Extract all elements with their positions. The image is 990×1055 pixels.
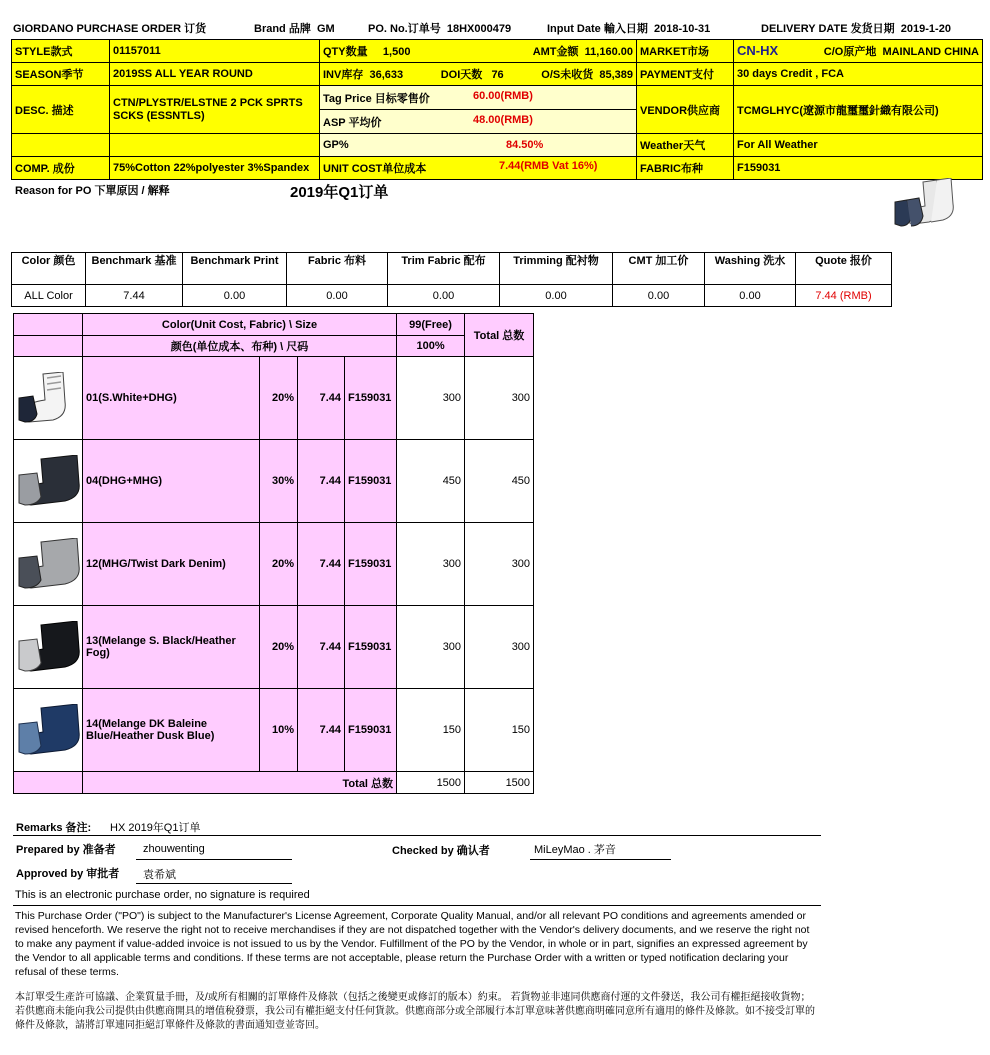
unit-cost-cell: [320, 157, 637, 180]
bench-cell: 7.44: [86, 285, 183, 307]
remarks-label: Remarks 备注:: [16, 822, 92, 834]
gp-value: 84.50%: [506, 139, 544, 151]
os-label: O/S未收货: [541, 69, 594, 81]
unit-cost-value: 7.44(RMB Vat 16%): [499, 160, 598, 172]
order-info-table: [11, 39, 983, 180]
color-cost: 7.44: [298, 440, 345, 523]
color-thumb: [14, 440, 83, 523]
vendor-label: VENDOR供应商: [637, 86, 734, 134]
benchmark-table: [11, 252, 892, 307]
approved-underline: [136, 883, 292, 884]
color-name: 14(Melange DK Baleine Blue/Heather Dusk Blue): [83, 689, 260, 772]
weather-label: Weather天气: [637, 134, 734, 157]
fabric-label: FABRIC布种: [637, 157, 734, 180]
color-total: 300: [465, 357, 534, 440]
market-value: CN-HX: [737, 43, 779, 58]
bench-header-washing: Washing 洗水: [705, 253, 796, 285]
brand-label: Brand 品牌: [254, 23, 311, 35]
color-pct: 30%: [260, 440, 298, 523]
color-fabric: F159031: [345, 523, 397, 606]
table-row: [14, 606, 534, 689]
style-label: STYLE款式: [12, 40, 110, 63]
color-thumb: [14, 689, 83, 772]
desc-value: CTN/PLYSTR/ELSTNE 2 PCK SPRTS SCKS (ESSNTLS): [110, 86, 320, 134]
asp-label: ASP 平均价: [323, 116, 382, 129]
matrix-header-cn: 颜色(单位成本、布种) \ 尺码: [83, 336, 397, 357]
matrix-header-en: Color(Unit Cost, Fabric) \ Size: [83, 314, 397, 336]
color-fabric: F159031: [345, 440, 397, 523]
bench-cell: 0.00: [705, 285, 796, 307]
color-thumb: [14, 606, 83, 689]
remarks-value: HX 2019年Q1订单: [110, 822, 201, 834]
asp-cell: [320, 110, 637, 134]
checked-value: MiLeyMao . 茅音: [534, 844, 616, 856]
sock-mid-grey-image: [17, 538, 83, 590]
tag-price-label: Tag Price 目标零售价: [323, 92, 430, 105]
total-blank: [14, 772, 83, 794]
size-header: 99(Free): [397, 314, 465, 336]
color-total: 300: [465, 523, 534, 606]
total-label: Total 总数: [83, 772, 397, 794]
color-cost: 7.44: [298, 689, 345, 772]
bench-cell-quote: 7.44 (RMB): [796, 285, 892, 307]
gp-label: GP%: [323, 139, 349, 151]
bench-header-trimming: Trimming 配衬物: [500, 253, 613, 285]
terms-english: This Purchase Order ("PO") is subject to the Manufacturer's License Agreement, Corporate Quality Manual, and/or all relevant PO conditions and agreements amended or revised henceforth. We reserve the right not to receive merchandises if they are not dispatched together with the Vendor's delivery documents, and we reserve the right not to make any payment if value-added invoice is not issued to us by the Vendor. Fulfillment of the PO by the Vendor, in whole or in part, signifies an expressed agreement by the Vendor to all applicable terms and conditions. If these terms are not acceptable, please return the Purchase Order with a written or typed notification declaring your refusal of these terms.: [15, 910, 810, 978]
electronic-note: This is an electronic purchase order, no signature is required: [15, 889, 310, 901]
qty-label: QTY数量: [323, 46, 368, 58]
asp-value: 48.00(RMB): [473, 113, 533, 126]
color-total: 150: [465, 689, 534, 772]
color-total: 300: [465, 606, 534, 689]
brand-field: [254, 20, 335, 36]
bench-header-benchmark: Benchmark 基准: [86, 253, 183, 285]
season-value: 2019SS ALL YEAR ROUND: [110, 63, 320, 86]
order-title: 2019年Q1订单: [290, 184, 389, 201]
delivery-date-value: 2019-1-20: [900, 23, 951, 35]
color-name: 01(S.White+DHG): [83, 357, 260, 440]
season-label: SEASON季节: [12, 63, 110, 86]
bench-cell: 0.00: [500, 285, 613, 307]
approved-label: Approved by 审批者: [16, 868, 120, 880]
bench-header-fabric: Fabric 布料: [287, 253, 388, 285]
total-header: Total 总数: [465, 314, 534, 357]
sock-white-image: [17, 372, 83, 424]
bench-cell: 0.00: [183, 285, 287, 307]
po-number-field: [368, 20, 511, 36]
bench-header-cmt: CMT 加工价: [613, 253, 705, 285]
inventory-cell: [320, 63, 637, 86]
table-row: [14, 440, 534, 523]
color-qty: 300: [397, 357, 465, 440]
divider: [13, 835, 821, 836]
vendor-value: TCMGLHYC(遼源市龍璽璽針織有限公司): [734, 86, 983, 134]
color-qty: 150: [397, 689, 465, 772]
bench-header-quote: Quote 报价: [796, 253, 892, 285]
qty-amt-cell: [320, 40, 637, 63]
gp-cell: [320, 134, 637, 157]
checked-underline: [530, 859, 671, 860]
amt-label: AMT金额: [532, 46, 579, 58]
color-qty: 300: [397, 523, 465, 606]
comp-label: COMP. 成份: [12, 157, 110, 180]
empty-cell: [110, 134, 320, 157]
payment-label: PAYMENT支付: [637, 63, 734, 86]
empty-cell: [12, 134, 110, 157]
doi-label: DOI天数: [440, 69, 483, 81]
color-size-matrix: [13, 313, 534, 794]
color-qty: 450: [397, 440, 465, 523]
bench-cell: 0.00: [388, 285, 500, 307]
color-cost: 7.44: [298, 523, 345, 606]
matrix-corner: [14, 314, 83, 336]
unit-cost-label: UNIT COST单位成本: [323, 163, 427, 175]
color-thumb: [14, 523, 83, 606]
total-row: [14, 772, 534, 794]
color-pct: 20%: [260, 523, 298, 606]
bench-cell: 0.00: [613, 285, 705, 307]
bench-header-benchmark-print: Benchmark Print: [183, 253, 287, 285]
size-pct: 100%: [397, 336, 465, 357]
color-pct: 20%: [260, 357, 298, 440]
bench-header-color: Color 颜色: [12, 253, 86, 285]
sock-black-image: [17, 621, 83, 673]
tag-price-value: 60.00(RMB): [473, 89, 533, 102]
color-name: 12(MHG/Twist Dark Denim): [83, 523, 260, 606]
total-qty: 1500: [397, 772, 465, 794]
delivery-date-field: [761, 20, 951, 36]
market-label: MARKET市场: [637, 40, 734, 63]
payment-value: 30 days Credit , FCA: [734, 63, 983, 86]
prepared-label: Prepared by 准备者: [16, 844, 116, 856]
po-title: GIORDANO PURCHASE ORDER 订货: [13, 23, 207, 35]
style-value: 01157011: [110, 40, 320, 63]
input-date-value: 2018-10-31: [653, 23, 711, 35]
divider: [13, 905, 821, 906]
table-row: [14, 523, 534, 606]
matrix-corner: [14, 336, 83, 357]
delivery-date-label: DELIVERY DATE 发货日期: [761, 23, 895, 35]
table-row: [14, 357, 534, 440]
sock-dark-grey-image: [17, 455, 83, 507]
color-fabric: F159031: [345, 689, 397, 772]
po-number-label: PO. No.订单号: [368, 23, 441, 35]
origin-label: C/O原产地: [823, 46, 877, 58]
sock-product-image: [893, 178, 965, 228]
checked-label: Checked by 确认者: [392, 845, 490, 857]
doi-value: 76: [491, 69, 504, 81]
color-pct: 20%: [260, 606, 298, 689]
tag-price-cell: [320, 86, 637, 110]
sock-blue-image: [17, 704, 83, 756]
fabric-value: F159031: [734, 157, 983, 180]
color-total: 450: [465, 440, 534, 523]
color-pct: 10%: [260, 689, 298, 772]
color-cost: 7.44: [298, 606, 345, 689]
input-date-label: Input Date 輸入日期: [547, 23, 648, 35]
input-date-field: [547, 20, 710, 36]
reason-label: Reason for PO 下單原因 / 解释: [15, 185, 170, 197]
inv-label: INV库存: [323, 69, 364, 81]
qty-value: 1,500: [382, 46, 411, 58]
comp-value: 75%Cotton 22%polyester 3%Spandex: [110, 157, 320, 180]
terms-chinese: 本訂單受生產許可協議、企業質量手冊，及/或所有相關的訂單條件及條款（包括之後變更或修訂的版本）約束。 若貨物並非連同供應商付運的文件發送，我公司有權拒絕接收貨物；若供應商未能向我公司提供由供應商開具的增值稅發票，我公司有權拒絕支付任何貨款。供應商部分或全部履行本訂單意味著供應商明確同意所有適用的條件及條款。如不接受訂單的條件及條款，請將訂單連同拒絕訂單條件及條款的書面通知壹並寄回。: [15, 992, 815, 1031]
table-row: [14, 689, 534, 772]
total-total: 1500: [465, 772, 534, 794]
amt-value: 11,160.00: [584, 46, 633, 58]
po-number-value: 18HX000479: [446, 23, 512, 35]
os-value: 85,389: [599, 69, 633, 81]
color-name: 04(DHG+MHG): [83, 440, 260, 523]
color-qty: 300: [397, 606, 465, 689]
prepared-value: zhouwenting: [143, 843, 205, 855]
market-origin-cell: [734, 40, 983, 63]
weather-value: For All Weather: [734, 134, 983, 157]
bench-cell: ALL Color: [12, 285, 86, 307]
desc-label: DESC. 描述: [12, 86, 110, 134]
color-fabric: F159031: [345, 357, 397, 440]
brand-value: GM: [316, 23, 335, 35]
approved-value: 袁希斌: [143, 869, 176, 881]
color-cost: 7.44: [298, 357, 345, 440]
color-fabric: F159031: [345, 606, 397, 689]
inv-value: 36,633: [369, 69, 404, 81]
origin-value: MAINLAND CHINA: [882, 46, 979, 58]
bench-cell: 0.00: [287, 285, 388, 307]
color-name: 13(Melange S. Black/Heather Fog): [83, 606, 260, 689]
color-thumb: [14, 357, 83, 440]
bench-header-trim-fabric: Trim Fabric 配布: [388, 253, 500, 285]
prepared-underline: [136, 859, 292, 860]
